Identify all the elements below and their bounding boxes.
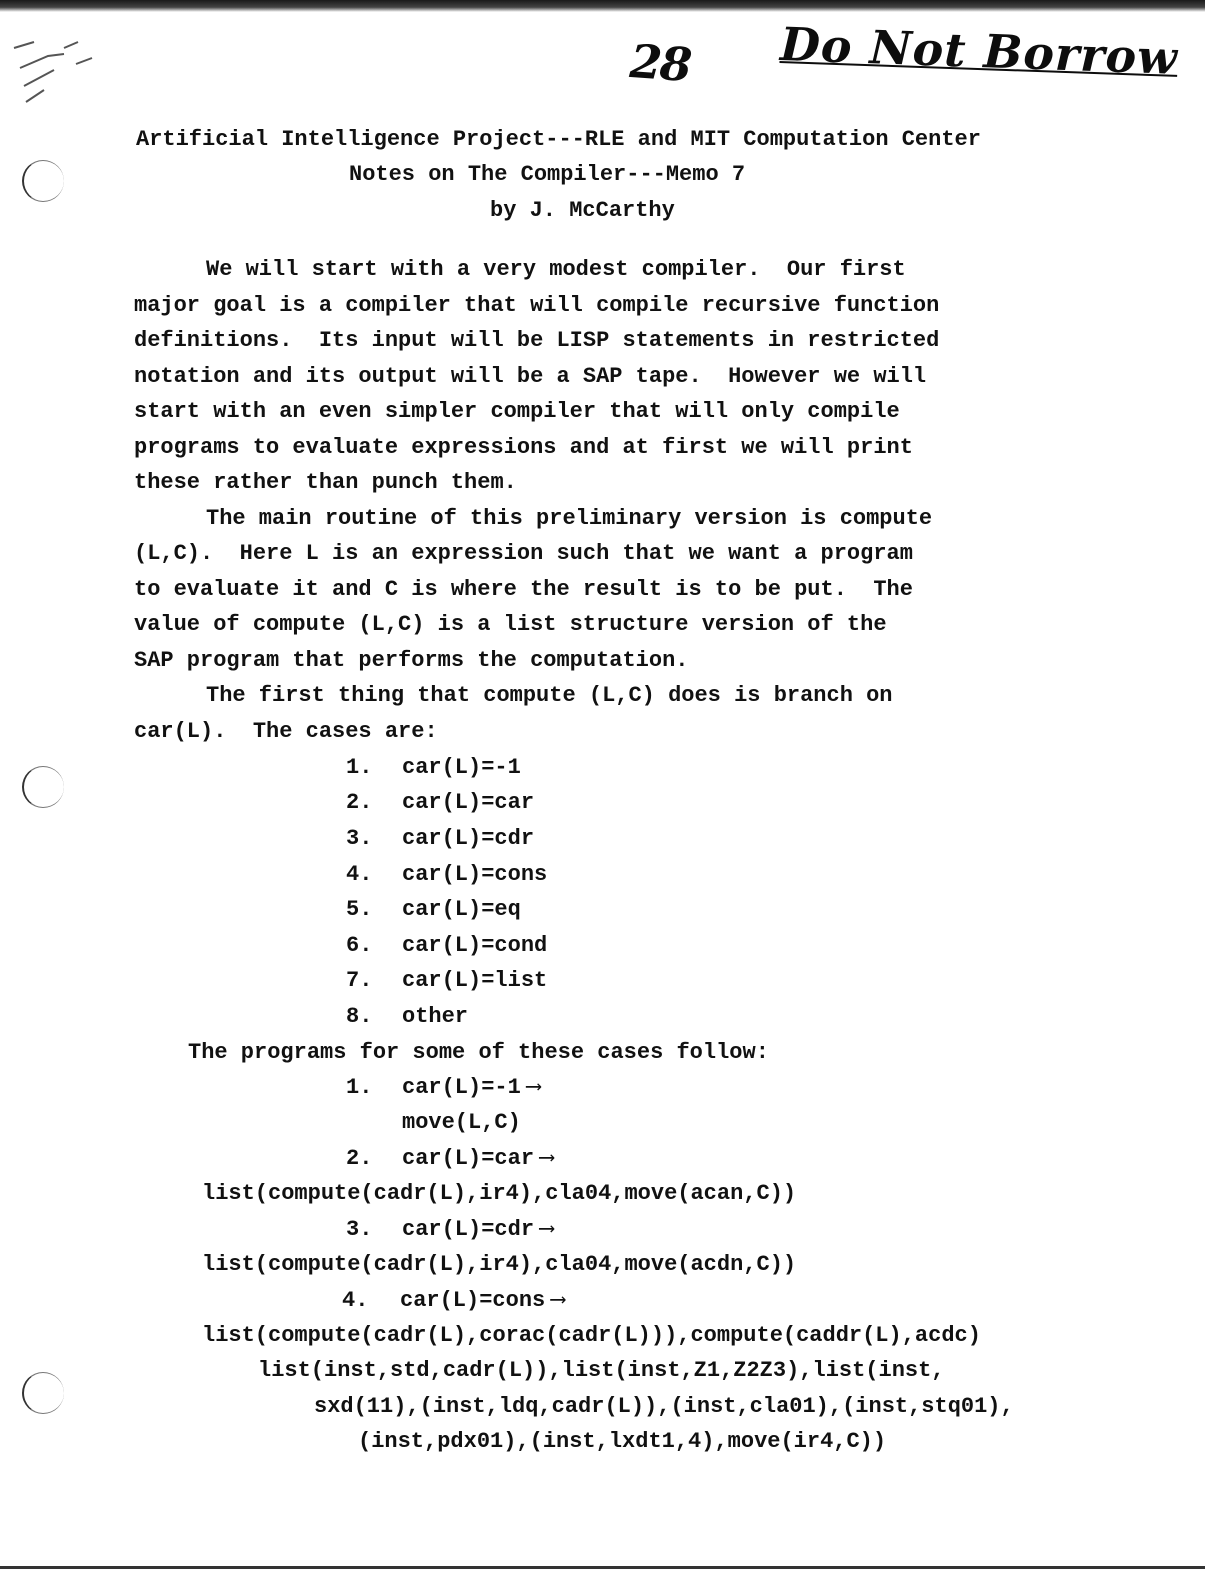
case-text: car(L)=car: [402, 790, 535, 815]
program-1-case-text: car(L)=-1: [402, 1075, 521, 1100]
memo-subtitle: Notes on The Compiler---Memo 7: [349, 162, 746, 187]
case-number: 2.: [346, 790, 373, 815]
case-text: car(L)=-1: [402, 755, 521, 780]
program-1-number: 1.: [346, 1075, 373, 1100]
case-number: 7.: [346, 968, 373, 993]
para1-line-5: start with an even simpler compiler that will only compile: [134, 399, 900, 424]
para1-line-3: definitions. Its input will be LISP statements in restricted: [134, 328, 940, 353]
memo-title: Artificial Intelligence Project---RLE and MIT Computation Center: [136, 127, 981, 152]
right-arrow-icon: ⟶: [526, 1075, 541, 1100]
program-1-code: move(L,C): [402, 1110, 521, 1135]
pencil-scribble-mark: [4, 20, 114, 110]
program-1-case: [402, 1075, 540, 1101]
case-text: other: [402, 1004, 469, 1029]
punch-hole-top: [22, 160, 64, 202]
right-arrow-icon: ⟶: [540, 1217, 554, 1242]
right-arrow-icon: ⟶: [540, 1146, 554, 1171]
para1-line-2: major goal is a compiler that will compile recursive function: [134, 293, 940, 318]
case-number: 1.: [346, 755, 373, 780]
handwritten-do-not-borrow-note: Do Not Borrow: [779, 17, 1179, 85]
program-3-number: 3.: [346, 1217, 373, 1242]
scan-top-edge: [0, 0, 1205, 12]
program-3-case: [402, 1217, 553, 1243]
program-3-case-text: car(L)=cdr: [402, 1217, 535, 1242]
punch-hole-bottom: [22, 1372, 64, 1414]
para1-line-1: We will start with a very modest compiler. Our first: [206, 257, 906, 282]
program-2-code: list(compute(cadr(L),ir4),cla04,move(acan,C)): [202, 1181, 797, 1206]
case-number: 3.: [346, 826, 373, 851]
case-number: 6.: [346, 933, 373, 958]
handwritten-page-number: 28: [628, 33, 692, 93]
para3-line-1: The first thing that compute (L,C) does is branch on: [206, 683, 893, 708]
para2-line-2: (L,C). Here L is an expression such that we want a program: [134, 541, 913, 566]
case-text: car(L)=list: [402, 968, 548, 993]
punch-hole-middle: [22, 766, 64, 808]
case-text: car(L)=cons: [402, 862, 548, 887]
case-text: car(L)=eq: [402, 897, 521, 922]
program-4-case: [400, 1288, 564, 1314]
case-text: car(L)=cond: [402, 933, 548, 958]
para2-line-4: value of compute (L,C) is a list structure version of the: [134, 612, 887, 637]
para1-line-7: these rather than punch them.: [134, 470, 517, 495]
case-number: 5.: [346, 897, 373, 922]
case-number: 8.: [346, 1004, 373, 1029]
para1-line-4: notation and its output will be a SAP tape. However we will: [134, 364, 927, 389]
program-4-case-text: car(L)=cons: [400, 1288, 546, 1313]
case-text: car(L)=cdr: [402, 826, 535, 851]
program-4-code-line-2: list(inst,std,cadr(L)),list(inst,Z1,Z2Z3),list(inst,: [258, 1358, 945, 1383]
programs-intro: The programs for some of these cases follow:: [188, 1040, 769, 1065]
program-2-case: [402, 1146, 553, 1172]
case-number: 4.: [346, 862, 373, 887]
para2-line-1: The main routine of this preliminary version is compute: [206, 506, 933, 531]
para2-line-5: SAP program that performs the computation.: [134, 648, 689, 673]
memo-author: by J. McCarthy: [490, 198, 675, 223]
para1-line-6: programs to evaluate expressions and at first we will print: [134, 435, 913, 460]
program-4-code-line-4: (inst,pdx01),(inst,lxdt1,4),move(ir4,C)): [358, 1429, 887, 1454]
scan-bottom-edge: [0, 1566, 1205, 1569]
program-4-number: 4.: [342, 1288, 369, 1313]
para3-line-2: car(L). The cases are:: [134, 719, 438, 744]
program-4-code-line-3: sxd(11),(inst,ldq,cadr(L)),(inst,cla01),(inst,stq01),: [314, 1394, 1014, 1419]
program-4-code-line-1: list(compute(cadr(L),corac(cadr(L))),compute(caddr(L),acdc): [202, 1323, 981, 1348]
program-3-code: list(compute(cadr(L),ir4),cla04,move(acdn,C)): [202, 1252, 797, 1277]
program-2-case-text: car(L)=car: [402, 1146, 535, 1171]
para2-line-3: to evaluate it and C is where the result is to be put. The: [134, 577, 913, 602]
program-2-number: 2.: [346, 1146, 373, 1171]
right-arrow-icon: ⟶: [551, 1288, 565, 1313]
